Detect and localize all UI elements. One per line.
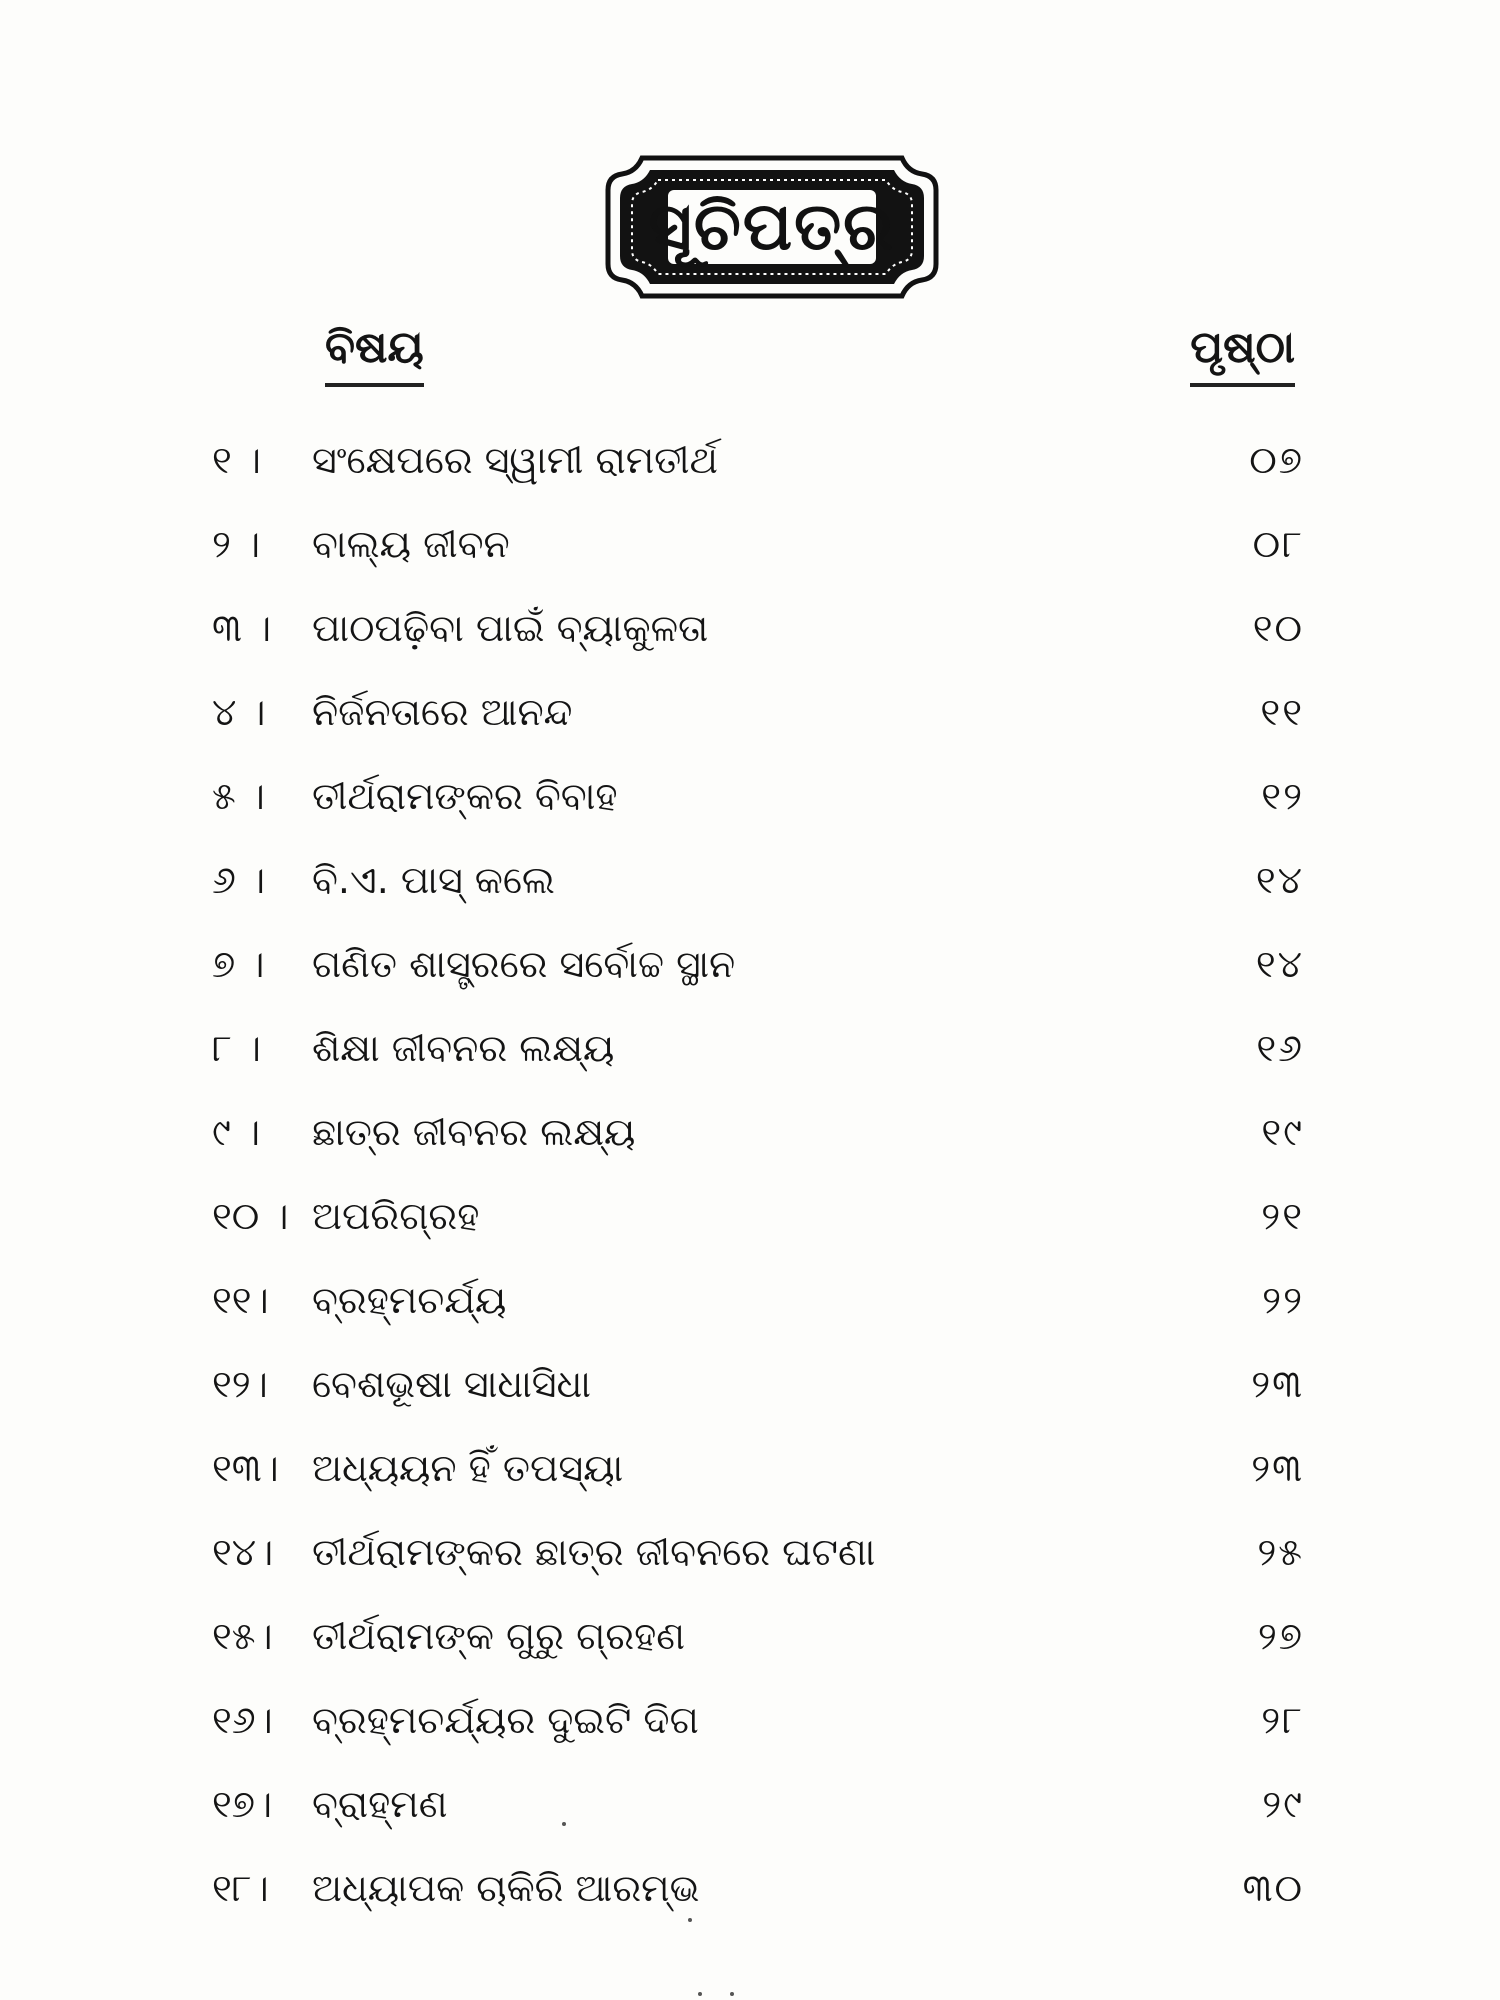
entry-page: ୧୬ (1256, 1026, 1304, 1070)
entry-title: ବ୍ରହ୍ମଚର୍ଯ୍ୟ (312, 1278, 507, 1322)
entry-page: ୧୯ (1261, 1110, 1304, 1154)
entry-number: ୧୨। (212, 1362, 268, 1406)
entry-title: ପାଠପଢ଼ିବା ପାଇଁ ବ୍ୟାକୁଳତା (312, 606, 709, 650)
toc-entry (212, 1354, 1304, 1438)
entry-title: ଛାତ୍ର ଜୀବନର ଲକ୍ଷ୍ୟ (312, 1110, 636, 1154)
entry-title: ଶିକ୍ଷା ଜୀବନର ଲକ୍ଷ୍ୟ (312, 1026, 615, 1070)
entry-number: ୨ । (212, 522, 261, 566)
toc-entry (212, 1186, 1304, 1270)
entry-number: ୭ । (212, 942, 265, 986)
entry-page: ୨୨ (1262, 1278, 1304, 1322)
toc-entry (212, 1270, 1304, 1354)
scan-speck (698, 1992, 702, 1996)
scan-speck (562, 1822, 566, 1826)
entry-title: ନିର୍ଜନତାରେ ଆନନ୍ଦ (312, 690, 573, 734)
toc-entry (212, 1102, 1304, 1186)
entry-title: ବାଲ୍ୟ ଜୀବନ (312, 522, 510, 566)
page-title: ସୂଚିପତ୍ର (648, 187, 896, 265)
entry-number: ୧୦ । (212, 1194, 289, 1238)
entry-number: ୩ । (212, 606, 272, 650)
entry-number: ୧୪। (212, 1530, 274, 1574)
entry-title: ବେଶଭୂଷା ସାଧାସିଧା (312, 1362, 591, 1406)
entry-title: ତୀର୍ଥରାମଙ୍କର ଛାତ୍ର ଜୀବନରେ ଘଟଣା (312, 1530, 876, 1574)
entry-number: ୧ । (212, 438, 261, 482)
entry-page: ୧୨ (1261, 774, 1304, 818)
toc-entry (212, 1606, 1304, 1690)
entry-page: ୨୯ (1262, 1782, 1304, 1826)
entry-page: ୧୪ (1255, 858, 1304, 902)
subject-column-header: ବିଷୟ (325, 322, 424, 387)
toc-entry (212, 1018, 1304, 1102)
entry-number: ୧୭। (212, 1782, 273, 1826)
entry-number: ୫ । (212, 774, 265, 818)
entry-number: ୮ । (212, 1026, 262, 1070)
entry-page: ୩୦ (1242, 1866, 1304, 1910)
toc-entry (212, 1858, 1304, 1942)
toc-entry (212, 514, 1304, 598)
entry-page: ୨୭ (1257, 1614, 1304, 1658)
toc-entry (212, 598, 1304, 682)
entry-title: ତୀର୍ଥରାମଙ୍କର ବିବାହ (312, 774, 618, 818)
entry-page: ୦୮ (1252, 522, 1304, 566)
entry-number: ୧୫। (212, 1614, 273, 1658)
entry-page: ୨୩ (1251, 1446, 1304, 1490)
entry-title: ତୀର୍ଥରାମଙ୍କ ଗୁରୁ ଗ୍ରହଣ (312, 1614, 685, 1658)
toc-list (212, 430, 1304, 1942)
entry-number: ୪ । (212, 690, 266, 734)
toc-entry (212, 1774, 1304, 1858)
toc-entry (212, 430, 1304, 514)
toc-entry (212, 850, 1304, 934)
entry-page: ୧୦ (1252, 606, 1304, 650)
entry-number: ୬ । (212, 858, 266, 902)
entry-title: ବ୍ରାହ୍ମଣ (312, 1782, 448, 1826)
entry-title: ବି.ଏ. ପାସ୍ କଲେ (312, 858, 555, 902)
entry-title: ଅଧ୍ୟାପକ ଚାକିରି ଆରମ୍ଭ (312, 1866, 700, 1910)
entry-number: ୧୬। (212, 1698, 273, 1742)
entry-title: ଅପରିଗ୍ରହ (312, 1194, 480, 1238)
toc-entry (212, 934, 1304, 1018)
entry-page: ୧୪ (1255, 942, 1304, 986)
entry-number: ୧୩। (212, 1446, 279, 1490)
entry-title: ଗଣିତ ଶାସ୍ତ୍ରରେ ସର୍ବୋଚ୍ଚ ସ୍ଥାନ (312, 942, 736, 986)
toc-entry (212, 1438, 1304, 1522)
scan-speck (688, 1918, 692, 1922)
entry-page: ୧୧ (1260, 690, 1304, 734)
entry-title: ବ୍ରହ୍ମଚର୍ଯ୍ୟର ଦୁଇଟି ଦିଗ (312, 1698, 699, 1742)
toc-entry (212, 682, 1304, 766)
entry-page: ୨୮ (1261, 1698, 1304, 1742)
entry-page: ୨୫ (1257, 1530, 1304, 1574)
entry-title: ସଂକ୍ଷେପରେ ସ୍ୱାମୀ ରାମତୀର୍ଥ (312, 438, 718, 482)
toc-entry (212, 1522, 1304, 1606)
entry-page: ୨୧ (1261, 1194, 1304, 1238)
entry-number: ୯ । (212, 1110, 261, 1154)
page-column-header: ପୃଷ୍ଠା (1190, 322, 1295, 387)
toc-entry (212, 766, 1304, 850)
entry-number: ୧୮। (212, 1866, 269, 1910)
entry-page: ୦୭ (1249, 438, 1304, 482)
entry-page: ୨୩ (1251, 1362, 1304, 1406)
title-frame (602, 150, 942, 304)
entry-title: ଅଧ୍ୟୟନ ହିଁ ତପସ୍ୟା (312, 1446, 624, 1490)
scan-speck (730, 1992, 734, 1996)
entry-number: ୧୧। (212, 1278, 269, 1322)
toc-entry (212, 1690, 1304, 1774)
